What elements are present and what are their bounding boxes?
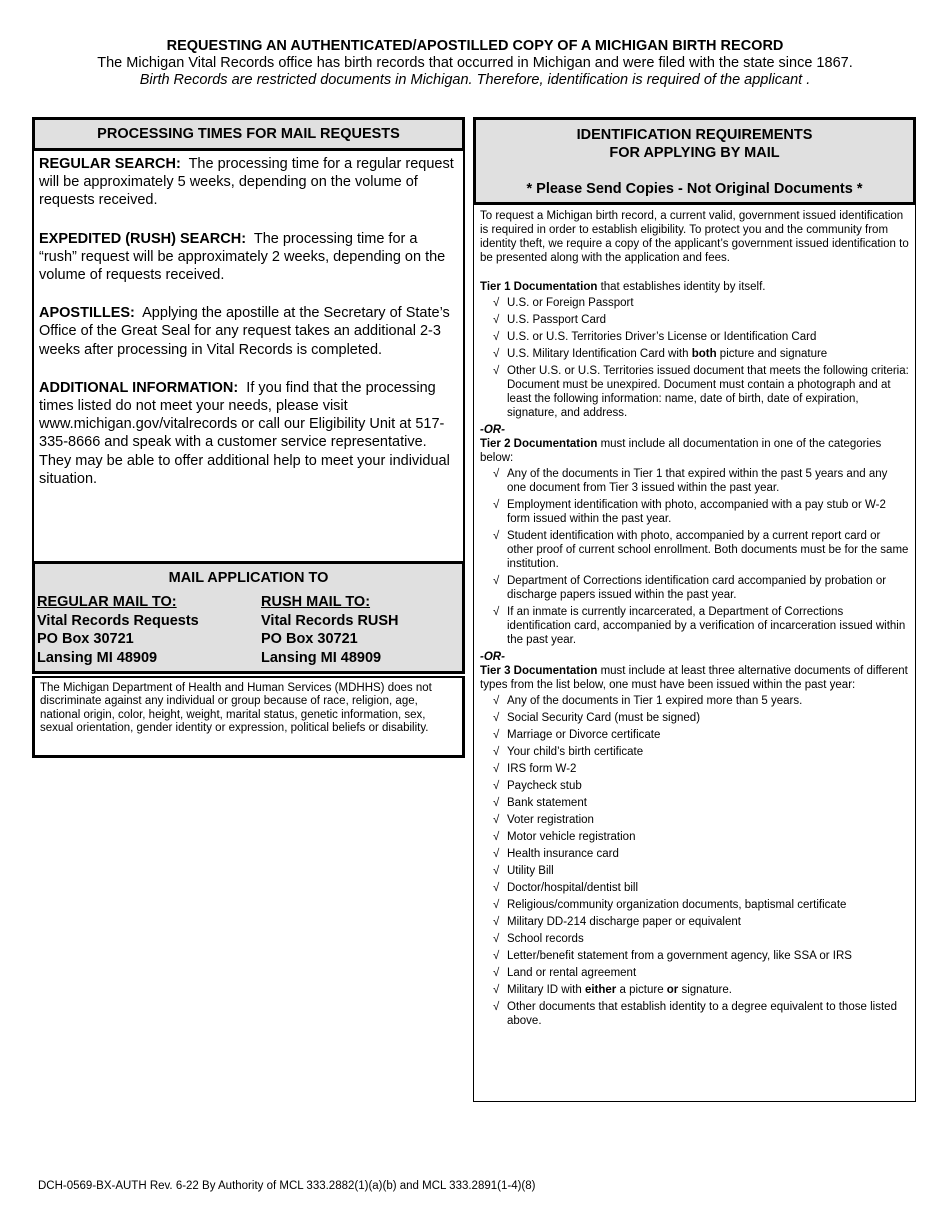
rush-mail-line1: Vital Records RUSH (261, 612, 399, 629)
checklist-item-text: Paycheck stub (507, 780, 582, 792)
checklist-item-text: Land or rental agreement (507, 967, 637, 979)
checklist-item-text: Other documents that establish identity to a degree equivalent to those listed above. (507, 1001, 897, 1027)
checklist-item-text: U.S. Military Identification Card with both picture and signature (507, 348, 828, 360)
tier1-text: that establishes identity by itself. (597, 281, 766, 293)
checklist-item (480, 1000, 909, 1028)
checklist-item (480, 529, 909, 571)
checkmark-icon: √ (493, 606, 500, 618)
processing-section (39, 155, 458, 210)
checkmark-icon: √ (493, 530, 500, 542)
checklist-item (480, 364, 909, 420)
checklist-item-text: Your child’s birth certificate (507, 746, 644, 758)
checklist-item-text: Health insurance card (507, 848, 619, 860)
checklist-item (480, 796, 909, 810)
processing-section (39, 304, 458, 359)
processing-section-label: EXPEDITED (RUSH) SEARCH: (39, 230, 247, 247)
checklist-item (480, 881, 909, 895)
nondiscrimination-statement: The Michigan Department of Health and Human Services (MDHHS) does not discriminate against any individual or group because of race, religion, age, national origin, color, height, weight, marital status, genetic information, sex, sexual orientation, gender identity or expression, political beliefs or disability. (32, 676, 465, 758)
checklist-item (480, 813, 909, 827)
checklist-item (480, 915, 909, 929)
checkmark-icon: √ (493, 729, 500, 741)
checklist-item-text: Voter registration (507, 814, 594, 826)
checklist-item (480, 574, 909, 602)
rush-mail-address (261, 593, 399, 667)
checklist-item (480, 830, 909, 844)
or-separator: -OR- (480, 424, 505, 436)
tier3-description (480, 664, 909, 692)
checklist-item-text: Motor vehicle registration (507, 831, 636, 843)
checkmark-icon: √ (493, 746, 500, 758)
checklist-item-text: U.S. or U.S. Territories Driver’s License or Identification Card (507, 331, 817, 343)
checklist-item (480, 296, 909, 310)
processing-section-text: Applying the apostille at the Secretary of State’s Office of the Great Seal for any request takes an additional 2-3 weeks after processing in Vital Records is completed. (39, 305, 450, 358)
identification-intro: To request a Michigan birth record, a current valid, government issued identification is required in order to establish eligibility. To protect you and the community from identity theft, we require a copy of the applicant’s government issued identification to be presented along with the application and fees. (480, 210, 909, 264)
checklist-item (480, 932, 909, 946)
checklist-item (480, 983, 909, 997)
checkmark-icon: √ (493, 763, 500, 775)
checkmark-icon: √ (493, 314, 500, 326)
checklist-item-text: Student identification with photo, accompanied by a current report card or other proof of current school enrollment. Both documents must be for the same institution. (507, 530, 909, 570)
checklist-item-text: Military ID with either a picture or signature. (507, 984, 732, 996)
checklist-item (480, 313, 909, 327)
checklist-item-text: If an inmate is currently incarcerated, a Department of Corrections identification card, accompanied by a verification of incarceration issued within the past year. (507, 606, 906, 646)
identification-heading-box (473, 117, 916, 205)
tier2-list (480, 467, 909, 647)
processing-section-text: The processing time for a “rush” request will be approximately 2 weeks, depending on the volume of requests received. (39, 230, 446, 284)
rush-mail-line2: PO Box 30721 (261, 631, 358, 647)
regular-mail-line2: PO Box 30721 (37, 631, 134, 647)
checklist-item (480, 605, 909, 647)
checklist-item (480, 966, 909, 980)
tier3-label: Tier 3 Documentation (480, 665, 598, 677)
document-note: Birth Records are restricted documents in Michigan. Therefore, identification is required of the applicant . (139, 72, 811, 88)
document-header (0, 38, 950, 89)
checkmark-icon: √ (493, 984, 500, 996)
processing-section (39, 230, 458, 285)
document-subtitle: The Michigan Vital Records office has birth records that occurred in Michigan and were filed with the state since 1867. (97, 55, 853, 71)
checkmark-icon: √ (493, 848, 500, 860)
checkmark-icon: √ (493, 899, 500, 911)
checklist-item (480, 949, 909, 963)
checkmark-icon: √ (493, 695, 500, 707)
tier1-list (480, 296, 909, 420)
checklist-item-text: Letter/benefit statement from a government agency, like SSA or IRS (507, 950, 852, 962)
checklist-item (480, 898, 909, 912)
checkmark-icon: √ (493, 499, 500, 511)
checklist-item-text: Other U.S. or U.S. Territories issued document that meets the following criteria: Document must be unexpired. Document must contain a photograph and at least the following information: name, date of birth, date of expiration, signature, and address. (507, 365, 909, 419)
checklist-item-text: Department of Corrections identification card accompanied by probation or discharge papers issued within the past year. (507, 575, 887, 601)
checkmark-icon: √ (493, 950, 500, 962)
checkmark-icon: √ (493, 1001, 500, 1013)
checklist-item-text: Marriage or Divorce certificate (507, 729, 661, 741)
document-title: REQUESTING AN AUTHENTICATED/APOSTILLED COPY OF A MICHIGAN BIRTH RECORD (166, 38, 784, 54)
tier1-description (480, 280, 909, 294)
checklist-item (480, 745, 909, 759)
checklist-item-text: Religious/community organization documents, baptismal certificate (507, 899, 847, 911)
checklist-item (480, 762, 909, 776)
checkmark-icon: √ (493, 365, 500, 377)
checkmark-icon: √ (493, 780, 500, 792)
checkmark-icon: √ (493, 831, 500, 843)
checklist-item (480, 728, 909, 742)
mail-application-box (32, 561, 465, 674)
tier2-text: must include all documentation in one of the categories below: (480, 438, 882, 464)
checklist-item-text: Bank statement (507, 797, 587, 809)
mail-application-heading: MAIL APPLICATION TO (168, 570, 329, 586)
checklist-item-text: Any of the documents in Tier 1 expired more than 5 years. (507, 695, 803, 707)
checklist-item-text: U.S. or Foreign Passport (507, 297, 634, 309)
checklist-item-text: Employment identification with photo, accompanied with a pay stub or W-2 form issued within the past year. (507, 499, 886, 525)
checklist-item (480, 847, 909, 861)
rush-mail-line3: Lansing MI 48909 (261, 649, 382, 666)
checkmark-icon: √ (493, 297, 500, 309)
regular-mail-label: REGULAR MAIL TO: (37, 594, 177, 610)
regular-mail-line3: Lansing MI 48909 (37, 649, 158, 666)
tier3-list (480, 694, 909, 1028)
checkmark-icon: √ (493, 468, 500, 480)
tier1-label: Tier 1 Documentation (480, 281, 598, 293)
checklist-item-text: School records (507, 933, 584, 945)
checklist-item (480, 347, 909, 361)
checklist-item-text: Doctor/hospital/dentist bill (507, 882, 639, 894)
checklist-item (480, 330, 909, 344)
processing-section-label: REGULAR SEARCH: (39, 156, 181, 172)
checklist-item (480, 779, 909, 793)
checkmark-icon: √ (493, 797, 500, 809)
checkmark-icon: √ (493, 814, 500, 826)
tier3-text: must include at least three alternative documents of different types from the list below, one must have been issued within the past year: (480, 665, 908, 691)
processing-section-label: APOSTILLES: (39, 305, 135, 322)
processing-times-heading: PROCESSING TIMES FOR MAIL REQUESTS (32, 117, 465, 151)
checklist-item-text: Any of the documents in Tier 1 that expired within the past 5 years and any one document from Tier 3 issued within the past year. (507, 468, 888, 494)
or-separator: -OR- (480, 651, 505, 663)
checklist-item (480, 498, 909, 526)
processing-times-body (32, 151, 465, 563)
checkmark-icon: √ (493, 882, 500, 894)
processing-section-text: The processing time for a regular request will be approximately 5 weeks, depending on the volume of requests received. (39, 156, 454, 209)
processing-section-text: If you find that the processing times listed do not meet your needs, please visit www.michigan.gov/vitalrecords or call our Eligibility Unit at 517-335-8666 and speak with a customer service representative. They may be able to offer additional help to meet your individual situation. (39, 379, 450, 487)
regular-mail-line1: Vital Records Requests (37, 612, 199, 629)
processing-section-label: ADDITIONAL INFORMATION: (39, 379, 239, 396)
identification-subheading: FOR APPLYING BY MAIL (609, 145, 780, 161)
checkmark-icon: √ (493, 331, 500, 343)
checklist-item (480, 864, 909, 878)
rush-mail-label: RUSH MAIL TO: (261, 594, 371, 610)
send-copies-note: * Please Send Copies - Not Original Documents * (526, 181, 863, 197)
tier2-label: Tier 2 Documentation (480, 438, 598, 450)
checklist-item-text: U.S. Passport Card (507, 314, 607, 326)
identification-heading: IDENTIFICATION REQUIREMENTS (576, 127, 813, 143)
tier2-description (480, 437, 909, 465)
checkmark-icon: √ (493, 916, 500, 928)
form-footer: DCH-0569-BX-AUTH Rev. 6-22 By Authority of MCL 333.2882(1)(a)(b) and MCL 333.2891(1-4)(8) (38, 1180, 536, 1192)
identification-body (473, 205, 916, 1102)
checklist-item-text: Military DD-214 discharge paper or equivalent (507, 916, 741, 928)
regular-mail-address (37, 593, 199, 667)
checklist-item-text: Utility Bill (507, 865, 554, 877)
checklist-item-text: IRS form W-2 (507, 763, 577, 775)
checkmark-icon: √ (493, 865, 500, 877)
checkmark-icon: √ (493, 575, 500, 587)
processing-section (39, 379, 458, 488)
checkmark-icon: √ (493, 712, 500, 724)
checkmark-icon: √ (493, 933, 500, 945)
checkmark-icon: √ (493, 967, 500, 979)
checklist-item (480, 711, 909, 725)
checkmark-icon: √ (493, 348, 500, 360)
checklist-item (480, 694, 909, 708)
checklist-item-text: Social Security Card (must be signed) (507, 712, 701, 724)
checklist-item (480, 467, 909, 495)
